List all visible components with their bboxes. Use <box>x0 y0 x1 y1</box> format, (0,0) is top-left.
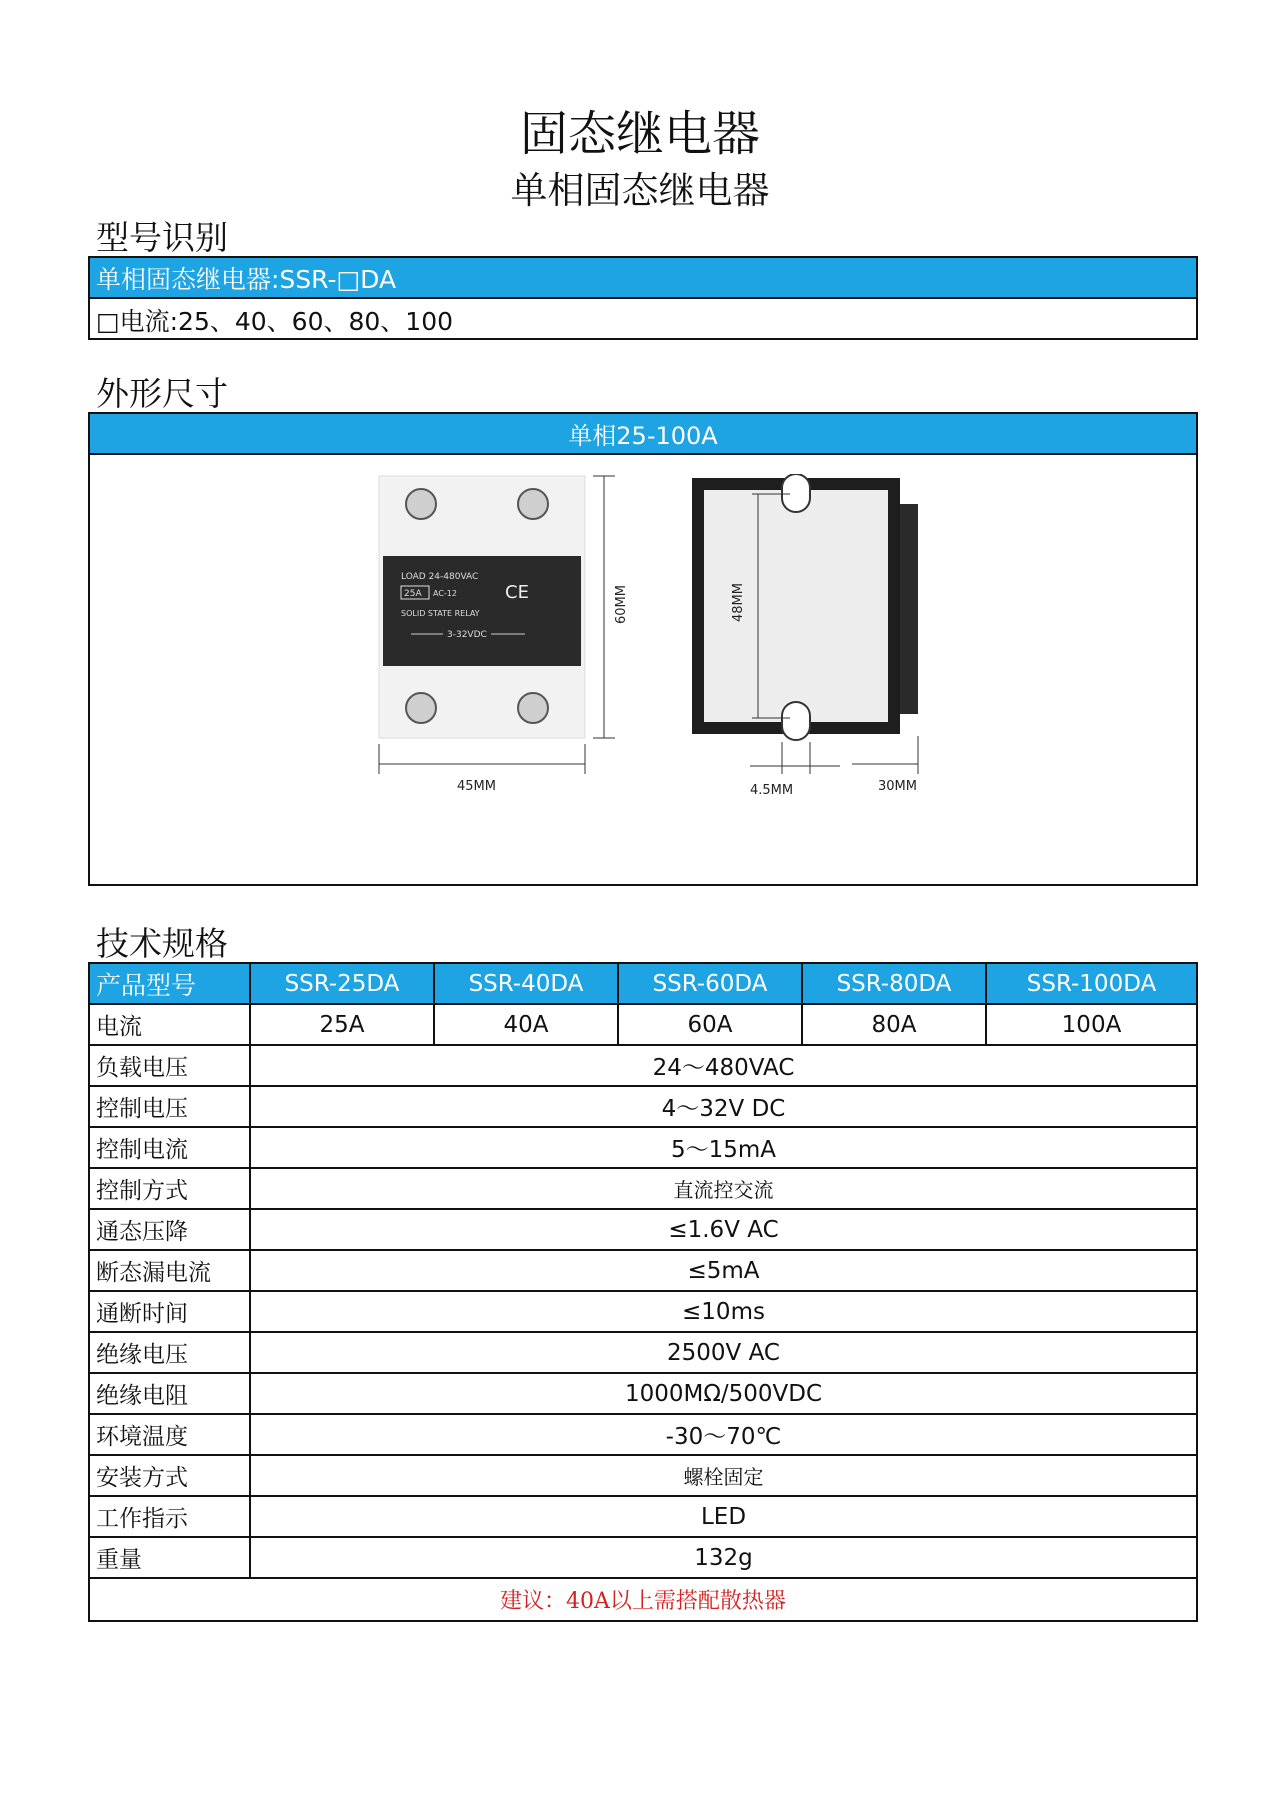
depth-dimension-label: 30MM <box>878 779 917 794</box>
hole-spacing-label: 48MM <box>731 583 746 622</box>
heatsink-note: 建议：40A以上需搭配散热器 <box>500 1589 786 1614</box>
spec-value: 2500V AC <box>667 1339 780 1366</box>
screw-icon <box>518 693 548 723</box>
label-load-text: LOAD 24-480VAC <box>401 572 479 582</box>
spec-value: 24～480VAC <box>652 1055 795 1081</box>
model-cell: SSR-25DA <box>251 964 435 1003</box>
current-options-text: □电流:25、40、60、80、100 <box>96 306 454 336</box>
screw-icon <box>406 489 436 519</box>
spec-value: 4～32V DC <box>661 1096 786 1122</box>
spec-row <box>90 1251 1196 1292</box>
spec-row <box>90 1333 1196 1374</box>
note-row <box>90 1579 1196 1620</box>
screw-icon <box>406 693 436 723</box>
spec-label: 重量 <box>90 1538 251 1577</box>
spec-value: -30～70℃ <box>665 1424 782 1450</box>
label-ac-text: AC-12 <box>433 589 457 598</box>
spec-label: 绝缘电压 <box>90 1333 251 1372</box>
model-cell: SSR-100DA <box>1026 970 1157 997</box>
label-rating-text: 25A <box>404 589 422 599</box>
page-subtitle: 单相固态继电器 <box>510 169 770 212</box>
hole-dimension-label: 4.5MM <box>750 783 794 798</box>
spec-row <box>90 1538 1196 1579</box>
ce-mark: CE <box>505 582 529 603</box>
spec-value: ≤5mA <box>687 1257 760 1284</box>
dimensions-box <box>88 412 1198 886</box>
specs-heading: 技术规格 <box>96 924 228 963</box>
dimensions-banner <box>90 414 1196 455</box>
spec-row <box>90 1374 1196 1415</box>
spec-label: 绝缘电阻 <box>90 1374 251 1413</box>
spec-value: 螺栓固定 <box>683 1465 764 1489</box>
spec-value: 1000MΩ/500VDC <box>624 1380 823 1407</box>
spec-value: 132g <box>694 1544 753 1571</box>
spec-value: LED <box>700 1503 747 1530</box>
spec-row <box>90 1292 1196 1333</box>
relay-side-view <box>690 474 1030 844</box>
spec-label: 负载电压 <box>90 1046 251 1085</box>
specs-table <box>88 962 1198 1622</box>
spec-value: 5～15mA <box>670 1137 777 1163</box>
spec-label: 环境温度 <box>90 1415 251 1454</box>
dimensions-banner-text: 单相25-100A <box>568 422 718 450</box>
height-dimension-label: 60MM <box>614 585 629 624</box>
spec-row <box>90 1415 1196 1456</box>
model-cell: SSR-40DA <box>435 964 619 1003</box>
spec-value: ≤10ms <box>682 1298 765 1325</box>
dimensions-heading: 外形尺寸 <box>96 374 228 413</box>
mount-hole-icon <box>782 702 810 740</box>
model-id-row-2 <box>90 299 1196 340</box>
current-label-cell: 电流 <box>90 1005 251 1044</box>
model-id-text: 单相固态继电器:SSR-□DA <box>96 264 397 294</box>
spec-label: 工作指示 <box>90 1497 251 1536</box>
spec-value: ≤1.6V AC <box>668 1216 779 1243</box>
spec-row <box>90 1210 1196 1251</box>
current-value-cell: 80A <box>803 1005 987 1044</box>
spec-row <box>90 1128 1196 1169</box>
current-value-cell: 60A <box>619 1005 803 1044</box>
spec-label: 安装方式 <box>90 1456 251 1495</box>
current-value-cell: 40A <box>435 1005 619 1044</box>
relay-front-view <box>375 474 635 844</box>
model-id-heading: 型号识别 <box>96 218 228 257</box>
spec-label: 控制电压 <box>90 1087 251 1126</box>
label-ssr-text: SOLID STATE RELAY <box>401 609 480 618</box>
width-dimension-label: 45MM <box>457 779 496 794</box>
current-value-cell: 25A <box>251 1005 435 1044</box>
spec-label: 通断时间 <box>90 1292 251 1331</box>
screw-icon <box>518 489 548 519</box>
spec-label: 控制方式 <box>90 1169 251 1208</box>
model-id-row-1 <box>90 258 1196 299</box>
spec-label: 断态漏电流 <box>90 1251 251 1290</box>
spec-row <box>90 1497 1196 1538</box>
current-value-cell: 100A <box>1061 1011 1122 1038</box>
spec-label: 通态压降 <box>90 1210 251 1249</box>
specs-header-row <box>90 964 1196 1005</box>
model-id-table <box>88 256 1198 340</box>
spec-label: 控制电流 <box>90 1128 251 1167</box>
spec-row <box>90 1046 1196 1087</box>
spec-row <box>90 1456 1196 1497</box>
mount-hole-icon <box>782 474 810 512</box>
label-control-text: 3-32VDC <box>447 630 487 640</box>
spec-row <box>90 1169 1196 1210</box>
relay-side-edge <box>900 504 918 714</box>
spec-row <box>90 1087 1196 1128</box>
model-cell: SSR-60DA <box>619 964 803 1003</box>
model-cell: SSR-80DA <box>803 964 987 1003</box>
header-label-cell: 产品型号 <box>90 964 251 1003</box>
page-title: 固态继电器 <box>519 106 760 162</box>
spec-value: 直流控交流 <box>673 1178 774 1202</box>
current-row <box>90 1005 1196 1046</box>
